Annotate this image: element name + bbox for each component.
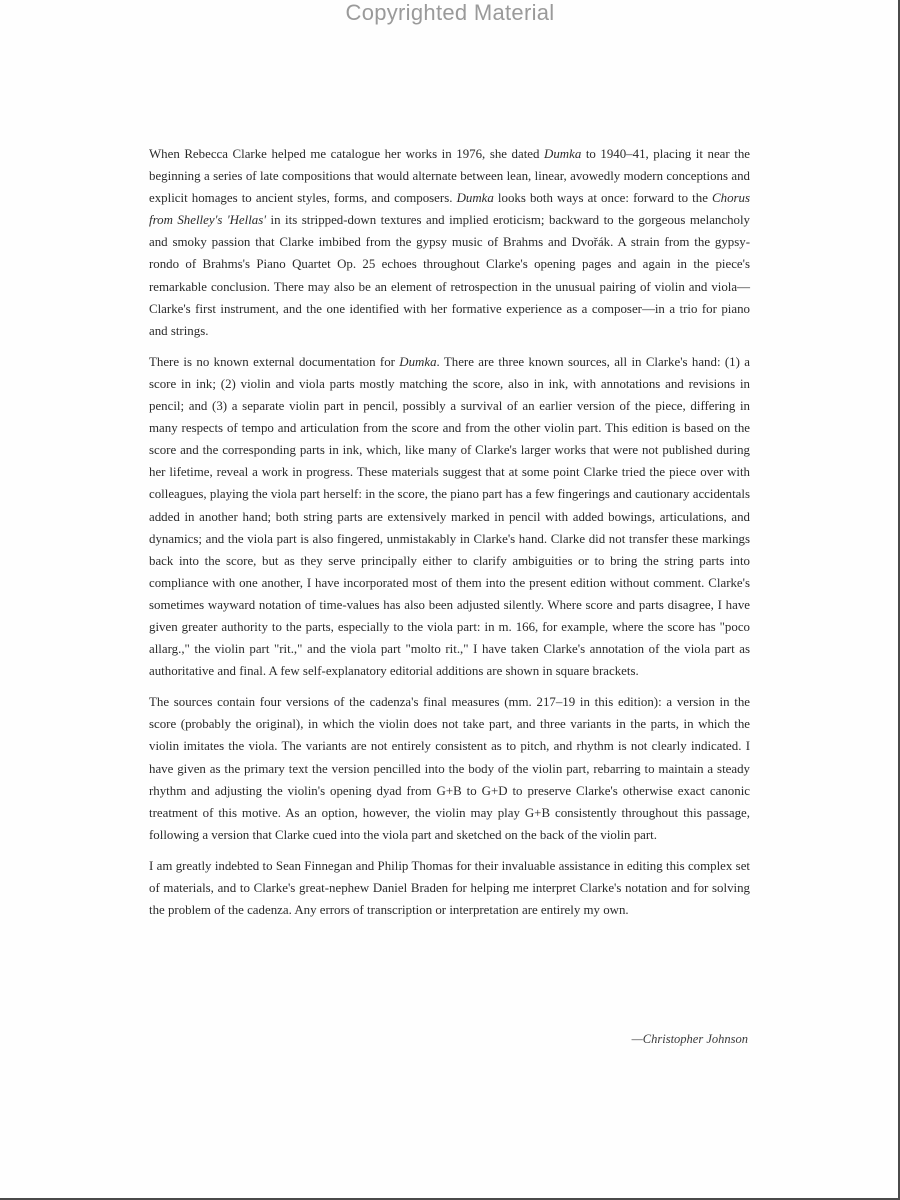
text-run: in its stripped-down textures and implied eroticism; backward to the gorgeous melancholy and smoky passion that Clarke imbibed from the gypsy music of Brahms and Dvořák. A strain from the gypsy-rondo of Brahms's Piano Quartet Op. 25 echoes throughout Clarke's opening pages and again in the piece's remarkable conclusion. There may also be an element of retrospection in the unusual pairing of violin and viola—Clarke's first instrument, and the one identified with her formative experience as a composer—in a trio for piano and strings.	[149, 213, 751, 338]
copyright-watermark: Copyrighted Material	[345, 0, 555, 25]
author-signature: —Christopher Johnson	[631, 1032, 748, 1046]
text-run: to 1940–41, placing it near the beginning a series of late compositions that would alternate between lean, linear, avowedly modern conceptions and explicit homages to ancient styles, forms, and composers.	[149, 147, 750, 206]
text-run: When Rebecca Clarke helped me catalogue her works in 1976, she dated	[149, 147, 545, 161]
work-title: Dumka	[544, 147, 582, 161]
text-run: I am greatly indebted to Sean Finnegan and Philip Thomas for their invaluable assistance in editing this complex set of materials, and to Clarke's great-nephew Daniel Braden for helping me interpret Clarke's notation and for solving the problem of the cadenza. Any errors of transcription or interpretation are entirely my own.	[149, 858, 750, 918]
paragraph-4	[149, 855, 750, 921]
paragraph-1	[149, 143, 750, 342]
text-run: . There are three known sources, all in Clarke's hand: (1) a score in ink; (2) violin and viola parts mostly matching the score, also in ink, with annotations and revisions in pencil; and (3) a separate violin part in pencil, possibly a survival of an earlier version of the piece, differing in many respects of tempo and articulation from the score and from the other violin part. This edition is based on the score and the corresponding parts in ink, which, like many of Clarke's larger works that were not published during her lifetime, reveal a work in progress. These materials suggest that at some point Clarke tried the piece over with colleagues, playing the viola part herself: in the score, the piano part has a few fingerings and cautionary accidentals added in another hand; both string parts are extensively marked in pencil with added bowings, articulations, and dynamics; and the viola part is also fingered, unmistakably in Clarke's hand. Clarke did not transfer these markings back into the score, but as they serve principally either to clarify ambiguities or to bring the string parts into compliance with one another, I have incorporated most of them into the present edition without comment. Clarke's sometimes wayward notation of time-values has also been adjusted silently. Where score and parts disagree, I have given greater authority to the parts, especially to the viola part: in m. 166, for example, where the score has "poco allarg.," the violin part "rit.," and the viola part "molto rit.," I have taken Clarke's annotation of the viola part as authoritative and final. A few self-explanatory editorial additions are shown in square brackets.	[149, 354, 750, 679]
text-run: The sources contain four versions of the cadenza's final measures (mm. 217–19 in this edition): a version in the score (probably the original), in which the violin does not take part, and three variants in the parts, in which the violin imitates the viola. The variants are not entirely consistent as to pitch, and rhythm is not clearly indicated. I have given as the primary text the version pencilled into the body of the violin part, rebarring to maintain a steady rhythm and adjusting the violin's opening dyad from G+B to G+D to preserve Clarke's otherwise exact canonic treatment of this motive. As an option, however, the violin may play G+B consistently throughout this passage, following a version that Clarke cued into the viola part and sketched on the back of the violin part.	[149, 695, 750, 842]
work-title: Chorus from Shelley's 'Hellas'	[149, 191, 751, 228]
paragraph-3	[149, 691, 750, 846]
preface-body	[149, 143, 750, 930]
text-run: There is no known external documentation for	[149, 354, 400, 369]
work-title: Dumka	[456, 191, 494, 206]
paragraph-2	[149, 351, 750, 682]
work-title: Dumka	[399, 354, 437, 369]
text-run: looks both ways at once: forward to the	[493, 191, 713, 206]
